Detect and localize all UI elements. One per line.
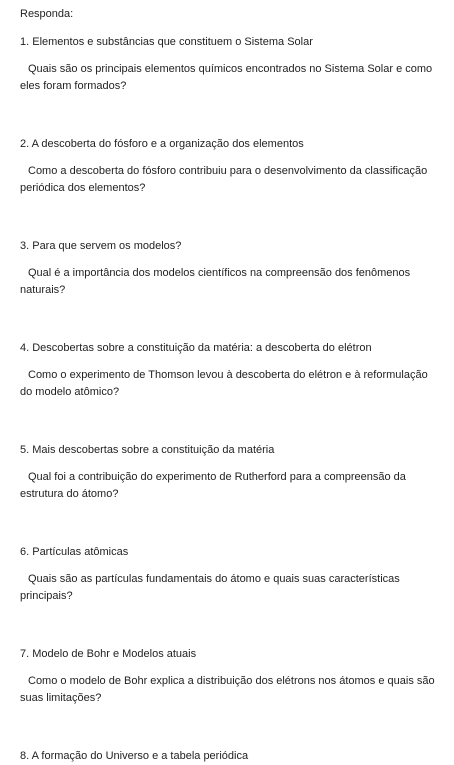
section-8	[20, 748, 442, 765]
section-title: 7. Modelo de Bohr e Modelos atuais	[20, 648, 197, 660]
question-text: Como o experimento de Thomson levou à descoberta do elétron e à reformulação do modelo atômico?	[20, 369, 428, 398]
instruction-header: Responda:	[20, 8, 74, 20]
section-gap	[20, 95, 442, 136]
section-gap	[20, 299, 442, 340]
section-gap	[20, 605, 442, 646]
section-title: 1. Elementos e substâncias que constituem o Sistema Solar	[20, 36, 313, 48]
question-text: Qual é a importância dos modelos científicos na compreensão dos fenômenos naturais?	[20, 267, 411, 296]
question-text: Qual foi a contribuição do experimento de Rutherford para a compreensão da estrutura do átomo?	[20, 471, 406, 500]
question-text: Quais são os principais elementos químicos encontrados no Sistema Solar e como eles foram formados?	[20, 63, 433, 92]
section-title: 2. A descoberta do fósforo e a organização dos elementos	[20, 138, 304, 150]
section-5	[20, 442, 442, 503]
section-2	[20, 136, 442, 197]
section-title: 5. Mais descobertas sobre a constituição da matéria	[20, 444, 275, 456]
section-3	[20, 238, 442, 299]
section-gap	[20, 503, 442, 544]
question-text: Como a descoberta do fósforo contribuiu para o desenvolvimento da classificação periódica dos elementos?	[20, 165, 428, 194]
section-7	[20, 646, 442, 707]
section-4	[20, 340, 442, 401]
question-text: Quais são as partículas fundamentais do átomo e quais suas características principais?	[20, 573, 400, 602]
section-6	[20, 544, 442, 605]
section-title: 6. Partículas atômicas	[20, 546, 129, 558]
question-text: Como o modelo de Bohr explica a distribuição dos elétrons nos átomos e quais são suas limitações?	[20, 675, 435, 704]
section-gap	[20, 197, 442, 238]
section-title: 3. Para que servem os modelos?	[20, 240, 182, 252]
section-title: 4. Descobertas sobre a constituição da matéria: a descoberta do elétron	[20, 342, 372, 354]
section-gap	[20, 401, 442, 442]
section-title: 8. A formação do Universo e a tabela periódica	[20, 750, 249, 762]
section-1	[20, 34, 442, 95]
